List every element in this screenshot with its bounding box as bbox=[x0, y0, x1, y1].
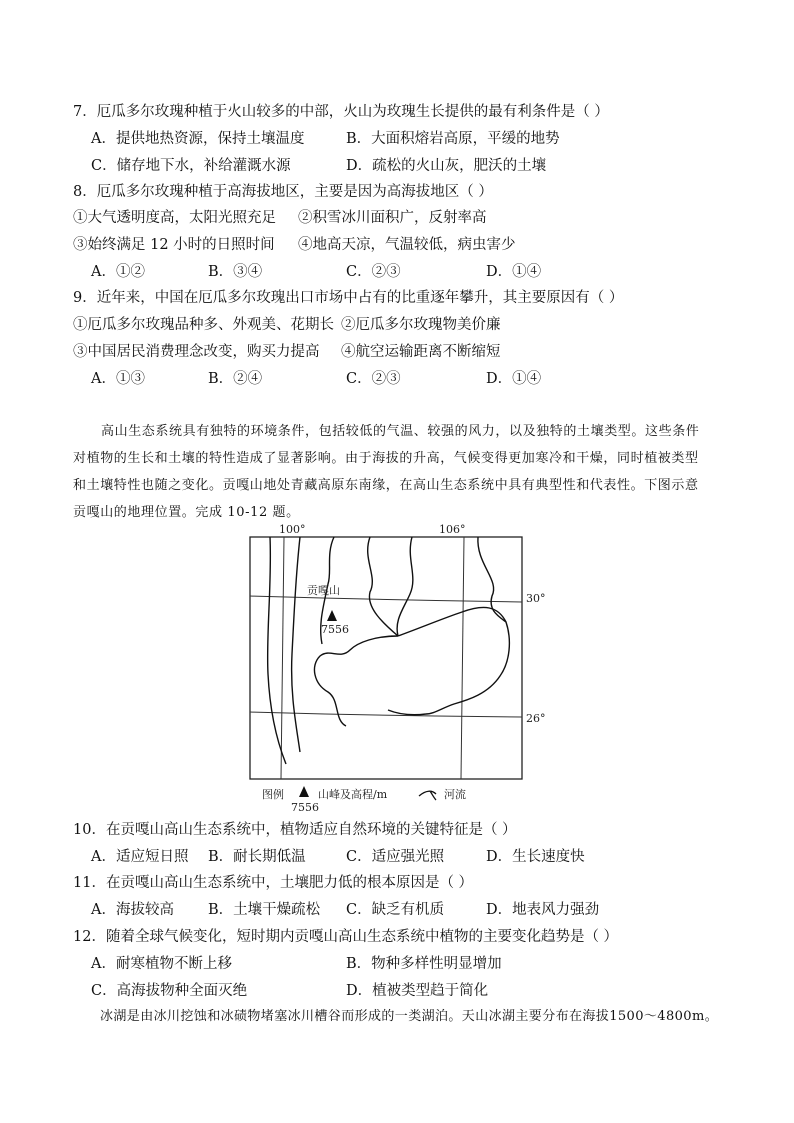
q7-option-a: A．提供地热资源，保持土壤温度 bbox=[91, 131, 305, 147]
q9-option-d: D．①④ bbox=[486, 371, 542, 387]
passage-line-3: 和土壤特性也随之变化。贡嘎山地处青藏高原东南缘，在高山生态系统中具有典型性和代表性。下图示意 bbox=[73, 478, 699, 493]
q10-option-b: B．耐长期低温 bbox=[208, 849, 306, 865]
legend-river-label: 河流 bbox=[444, 788, 466, 801]
q7-stem: 7．厄瓜多尔玫瑰种植于火山较多的中部，火山为玫瑰生长提供的最有利条件是（ ） bbox=[73, 104, 609, 120]
passage-line-1: 高山生态系统具有独特的环境条件，包括较低的气温、较强的风力，以及独特的土壤类型。这些条件 bbox=[101, 424, 700, 439]
q8-statement-4: ④地高天凉，气温较低，病虫害少 bbox=[298, 237, 516, 253]
q7-option-b: B．大面积熔岩高原，平缓的地势 bbox=[346, 131, 560, 147]
gongga-peak-elevation: 7556 bbox=[321, 623, 349, 636]
q8-option-b: B．③④ bbox=[208, 264, 263, 280]
parallel-30 bbox=[250, 596, 522, 602]
legend-peak-label: 山峰及高程/m bbox=[318, 788, 388, 801]
parallel-26 bbox=[250, 712, 522, 717]
q8-statement-3: ③始终满足 12 小时的日照时间 bbox=[73, 237, 275, 253]
q12-option-b: B．物种多样性明显增加 bbox=[346, 956, 502, 972]
q10-option-c: C．适应强光照 bbox=[346, 849, 445, 865]
q9-statement-2: ②厄瓜多尔玫瑰物美价廉 bbox=[341, 317, 501, 333]
q11-option-b: B．土壤干燥疏松 bbox=[208, 902, 321, 918]
lon-100-label: 100° bbox=[279, 524, 306, 536]
q11-option-c: C．缺乏有机质 bbox=[346, 902, 445, 918]
passage-line-2: 对植物的生长和土壤的特性造成了显著影响。由于海拔的升高，气候变得更加寒冷和干燥，同时植被类型 bbox=[73, 451, 699, 466]
q8-option-c: C．②③ bbox=[346, 264, 401, 280]
q9-option-a: A．①③ bbox=[91, 371, 145, 387]
q8-option-d: D．①④ bbox=[486, 264, 542, 280]
q12-stem: 12．随着全球气候变化，短时期内贡嘎山高山生态系统中植物的主要变化趋势是（ ） bbox=[73, 929, 619, 945]
q12-option-c: C．高海拔物种全面灭绝 bbox=[91, 983, 248, 999]
q7-option-c: C．储存地下水，补给灌溉水源 bbox=[91, 158, 291, 174]
next-passage: 冰湖是由冰川挖蚀和冰碛物堵塞冰川槽谷而形成的一类湖泊。天山冰湖主要分布在海拔1500～4800m。 bbox=[100, 1009, 719, 1024]
map-svg bbox=[248, 524, 548, 814]
q9-stem: 9．近年来，中国在厄瓜多尔玫瑰出口市场中占有的比重逐年攀升，其主要原因有（ ） bbox=[73, 290, 624, 306]
q9-statement-3: ③中国居民消费理念改变，购买力提高 bbox=[73, 344, 320, 360]
legend-peak-elevation: 7556 bbox=[291, 801, 319, 814]
q11-stem: 11．在贡嘎山高山生态系统中，土壤肥力低的根本原因是（ ） bbox=[73, 875, 474, 891]
q12-option-d: D．植被类型趋于简化 bbox=[346, 983, 489, 999]
q8-statement-1: ①大气透明度高，太阳光照充足 bbox=[73, 210, 276, 226]
q10-option-a: A．适应短日照 bbox=[91, 849, 189, 865]
q12-option-a: A．耐寒植物不断上移 bbox=[91, 956, 232, 972]
q7-option-d: D．疏松的火山灰，肥沃的土壤 bbox=[346, 158, 547, 174]
q9-statement-4: ④航空运输距离不断缩短 bbox=[341, 344, 501, 360]
lon-106-label: 106° bbox=[439, 524, 466, 536]
meridian-106 bbox=[461, 537, 464, 779]
q8-statement-2: ②积雪冰川面积广，反射率高 bbox=[298, 210, 487, 226]
legend-river-icon bbox=[419, 791, 436, 800]
legend-title: 图例 bbox=[262, 788, 284, 801]
passage bbox=[73, 418, 733, 526]
passage-line-4: 贡嘎山的地理位置。完成 10-12 题。 bbox=[73, 505, 300, 520]
lat-30-label: 30° bbox=[526, 592, 546, 605]
q8-stem: 8．厄瓜多尔玫瑰种植于高海拔地区，主要是因为高海拔地区（ ） bbox=[73, 184, 493, 200]
q9-statement-1: ①厄瓜多尔玫瑰品种多、外观美、花期长 bbox=[73, 317, 334, 333]
q10-stem: 10．在贡嘎山高山生态系统中，植物适应自然环境的关键特征是（ ） bbox=[73, 822, 517, 838]
rivers bbox=[268, 537, 510, 764]
q11-option-a: A．海拔较高 bbox=[91, 902, 174, 918]
gongga-map bbox=[248, 524, 548, 814]
meridian-100 bbox=[281, 537, 284, 779]
q10-option-d: D．生长速度快 bbox=[486, 849, 585, 865]
q11-option-d: D．地表风力强劲 bbox=[486, 902, 600, 918]
q9-option-c: C．②③ bbox=[346, 371, 401, 387]
lat-26-label: 26° bbox=[526, 712, 546, 725]
map-frame bbox=[250, 537, 522, 779]
gongga-peak-name: 贡嘎山 bbox=[307, 584, 340, 597]
q9-option-b: B．②④ bbox=[208, 371, 263, 387]
gongga-peak-marker bbox=[327, 610, 337, 621]
q8-option-a: A．①② bbox=[91, 264, 145, 280]
legend-peak-icon bbox=[299, 786, 309, 797]
